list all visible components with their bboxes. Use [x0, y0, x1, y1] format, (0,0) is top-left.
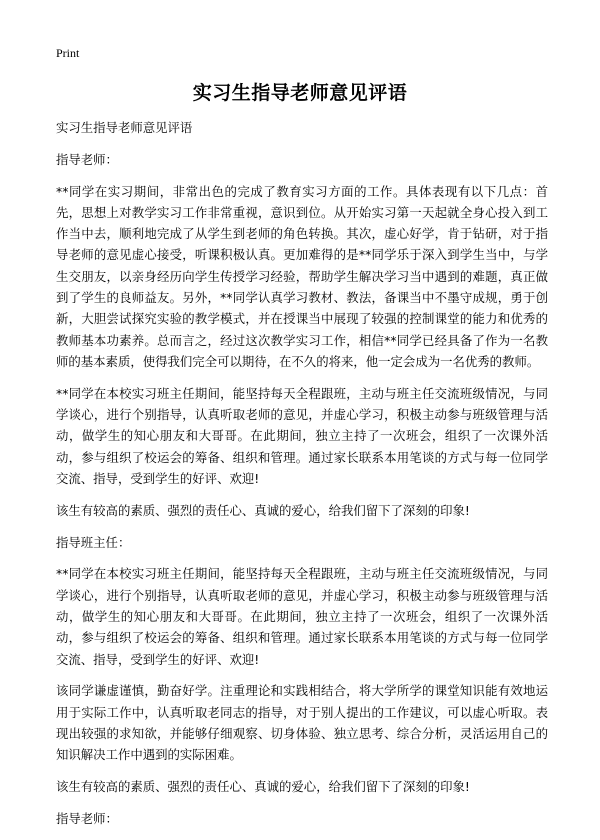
print-link[interactable]: Print — [56, 46, 80, 60]
section-heading-class-supervisor: 指导班主任： — [56, 534, 131, 550]
body-paragraph: 该同学谦虚谨慎，勤奋好学。注重理论和实践相结合，将大学所学的课堂知识能有效地运用于实际工作中，认真听取老同志的指导，对于别人提出的工作建议，可以虚心听取。表现出较强的求知欲，并能够仔细观察、切身体验、独立思考、综合分析，灵活运用自己的知识解决工作中遇到的实际困难。 — [56, 683, 548, 763]
body-paragraph: **同学在本校实习班主任期间，能坚持每天全程跟班，主动与班主任交流班级情况，与同学谈心，进行个别指导，认真听取老师的意见，并虚心学习，积极主动参与班级管理与活动，做学生的知心朋友和大哥哥。在此期间，独立主持了一次班会，组织了一次课外活动，参与组织了校运会的筹备、组织和管理。通过家长联系本用笔谈的方式与每一位同学交流、指导，受到学生的好评、欢迎! — [56, 385, 548, 486]
document-title: 实习生指导老师意见评语 — [192, 82, 408, 104]
body-paragraph: 该生有较高的素质、强烈的责任心、真诚的爱心，给我们留下了深刻的印象! — [56, 779, 470, 795]
subtitle-line: 实习生指导老师意见评语 — [56, 120, 193, 135]
section-heading-supervisor: 指导老师： — [56, 151, 118, 167]
body-paragraph: **同学在实习期间，非常出色的完成了教育实习方面的工作。具体表现有以下几点：首先，思想上对教学实习工作非常重视，意识到位。从开始实习第一天起就全身心投入到工作当中去，顺利地完成了从学生到老师的角色转换。其次，虚心好学，肯于钻研，对于指导老师的意见虚心接受，听课积极认真。更加难得的是**同学乐于深入到学生当中，与学生交朋友，以亲身经历向学生传授学习经验，帮助学生解决学习当中遇到的难题，真正做到了学生的良师益友。另外，**同学认真学习教材、教法，备课当中不墨守成规，勇于创新，大胆尝试探究实验的教学模式，并在授课当中展现了较强的控制课堂的能力和优秀的教师基本功素养。总而言之，经过这次教学实习工作，相信**同学已经具备了作为一名教师的基本素质，使得我们完全可以期待，在不久的将来，他一定会成为一名优秀的教师。 — [56, 183, 548, 369]
document-body — [56, 117, 548, 840]
body-paragraph: 该生有较高的素质、强烈的责任心、真诚的爱心，给我们留下了深刻的印象! — [56, 502, 470, 518]
section-heading-supervisor: 指导老师： — [56, 810, 118, 826]
body-paragraph: **同学在本校实习班主任期间，能坚持每天全程跟班，主动与班主任交流班级情况，与同学谈心，进行个别指导，认真听取老师的意见，并虚心学习，积极主动参与班级管理与活动，做学生的知心朋友和大哥哥。在此期间，独立主持了一次班会，组织了一次课外活动，参与组织了校运会的筹备、组织和管理。通过家长联系本用笔谈的方式与每一位同学交流、指导，受到学生的好评、欢迎! — [56, 566, 548, 667]
